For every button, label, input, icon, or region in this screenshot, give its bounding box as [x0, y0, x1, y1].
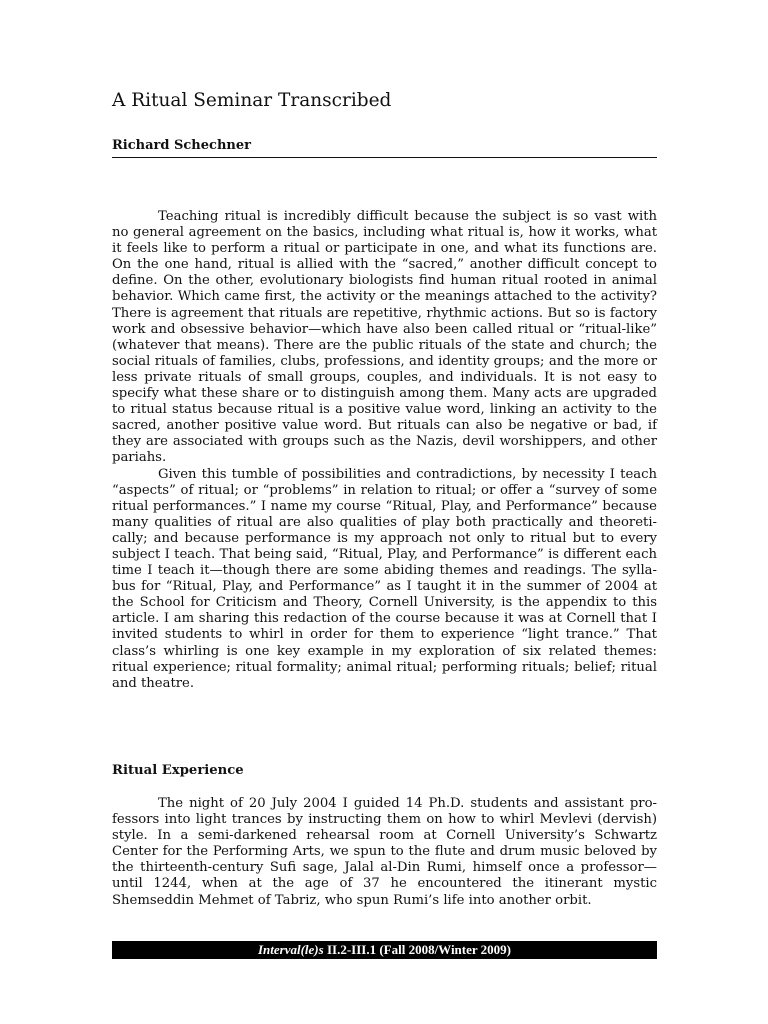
paragraph: Teaching ritual is incredibly difficult because the subject is so vast with no general agreement on the basics, including what ritual is, how it works, what it feels like to perform a ritual or participate in one, and what its functions are. On the one hand, ritual is allied with the “sacred,” another difficult concept to define. On the other, evolutionary biologists find human ritual rooted in animal behavior. Which came first, the activity or the meanings attached to the activity? There is agreement that rituals are repetitive, rhythmic actions. But so is factory work and obsessive behavior—which have also been called ritual or “ritual-like” (whatever that means). There are the public rituals of the state and church; the social rituals of families, clubs, professions, and identity groups; and the more or less private rituals of small groups, couples, and individuals. It is not easy to specify what these share or to distinguish among them. Many acts are upgraded to ritual status because ritual is a positive value word, linking an activity to the sacred, another positive value word. But rituals can also be negative or bad, if they are associated with groups such as the Nazis, devil worshippers, and other pariahs. — [112, 209, 657, 466]
author-name: Richard Schechner — [112, 138, 251, 153]
page — [112, 0, 657, 1024]
paragraph: Given this tumble of possibilities and contradictions, by necessity I teach “aspects” of ritual; or “problems” in relation to ritual; or offer a “survey of some ritual performances.” I name my course “Ritual, Play, and Performance” because many qualities of ritual are also qualities of play both practically and theoreti-cally; and because performance is my approach not only to ritual but to every subject I teach. That being said, “Ritual, Play, and Performance” is different each time I teach it—though there are some abiding themes and readings. The sylla-bus for “Ritual, Play, and Performance” as I taught it in the summer of 2004 at the School for Criticism and Theory, Cornell University, is the appendix to this article. I am sharing this redaction of the course because it was at Cornell that I invited students to whirl in order for them to experience “light trance.” That class’s whirling is one key example in my exploration of six related themes: ritual experience; ritual formality; animal ritual; performing rituals; belief; ritual and theatre. — [112, 466, 657, 691]
paragraph: The night of 20 July 2004 I guided 14 Ph.D. students and assistant pro-fessors into light trances by instructing them on how to whirl Mevlevi (dervish) style. In a semi-darkened rehearsal room at Cornell University’s Schwartz Center for the Performing Arts, we spun to the flute and drum music beloved by the thirteenth-century Sufi sage, Jalal al-Din Rumi, himself once a professor—until 1244, when at the age of 37 he encountered the itinerant mystic Shemseddin Mehmet of Tabriz, who spun Rumi’s life into another orbit. — [112, 796, 657, 908]
intro-body — [112, 209, 657, 692]
journal-issue: II.2-III.1 (Fall 2008/Winter 2009) — [323, 942, 512, 957]
section-heading: Ritual Experience — [112, 763, 244, 778]
journal-name: Interval(le)s — [257, 942, 324, 957]
article-title: A Ritual Seminar Transcribed — [112, 90, 392, 111]
journal-footer — [112, 941, 657, 959]
section-body — [112, 796, 657, 909]
author-divider — [112, 157, 657, 158]
